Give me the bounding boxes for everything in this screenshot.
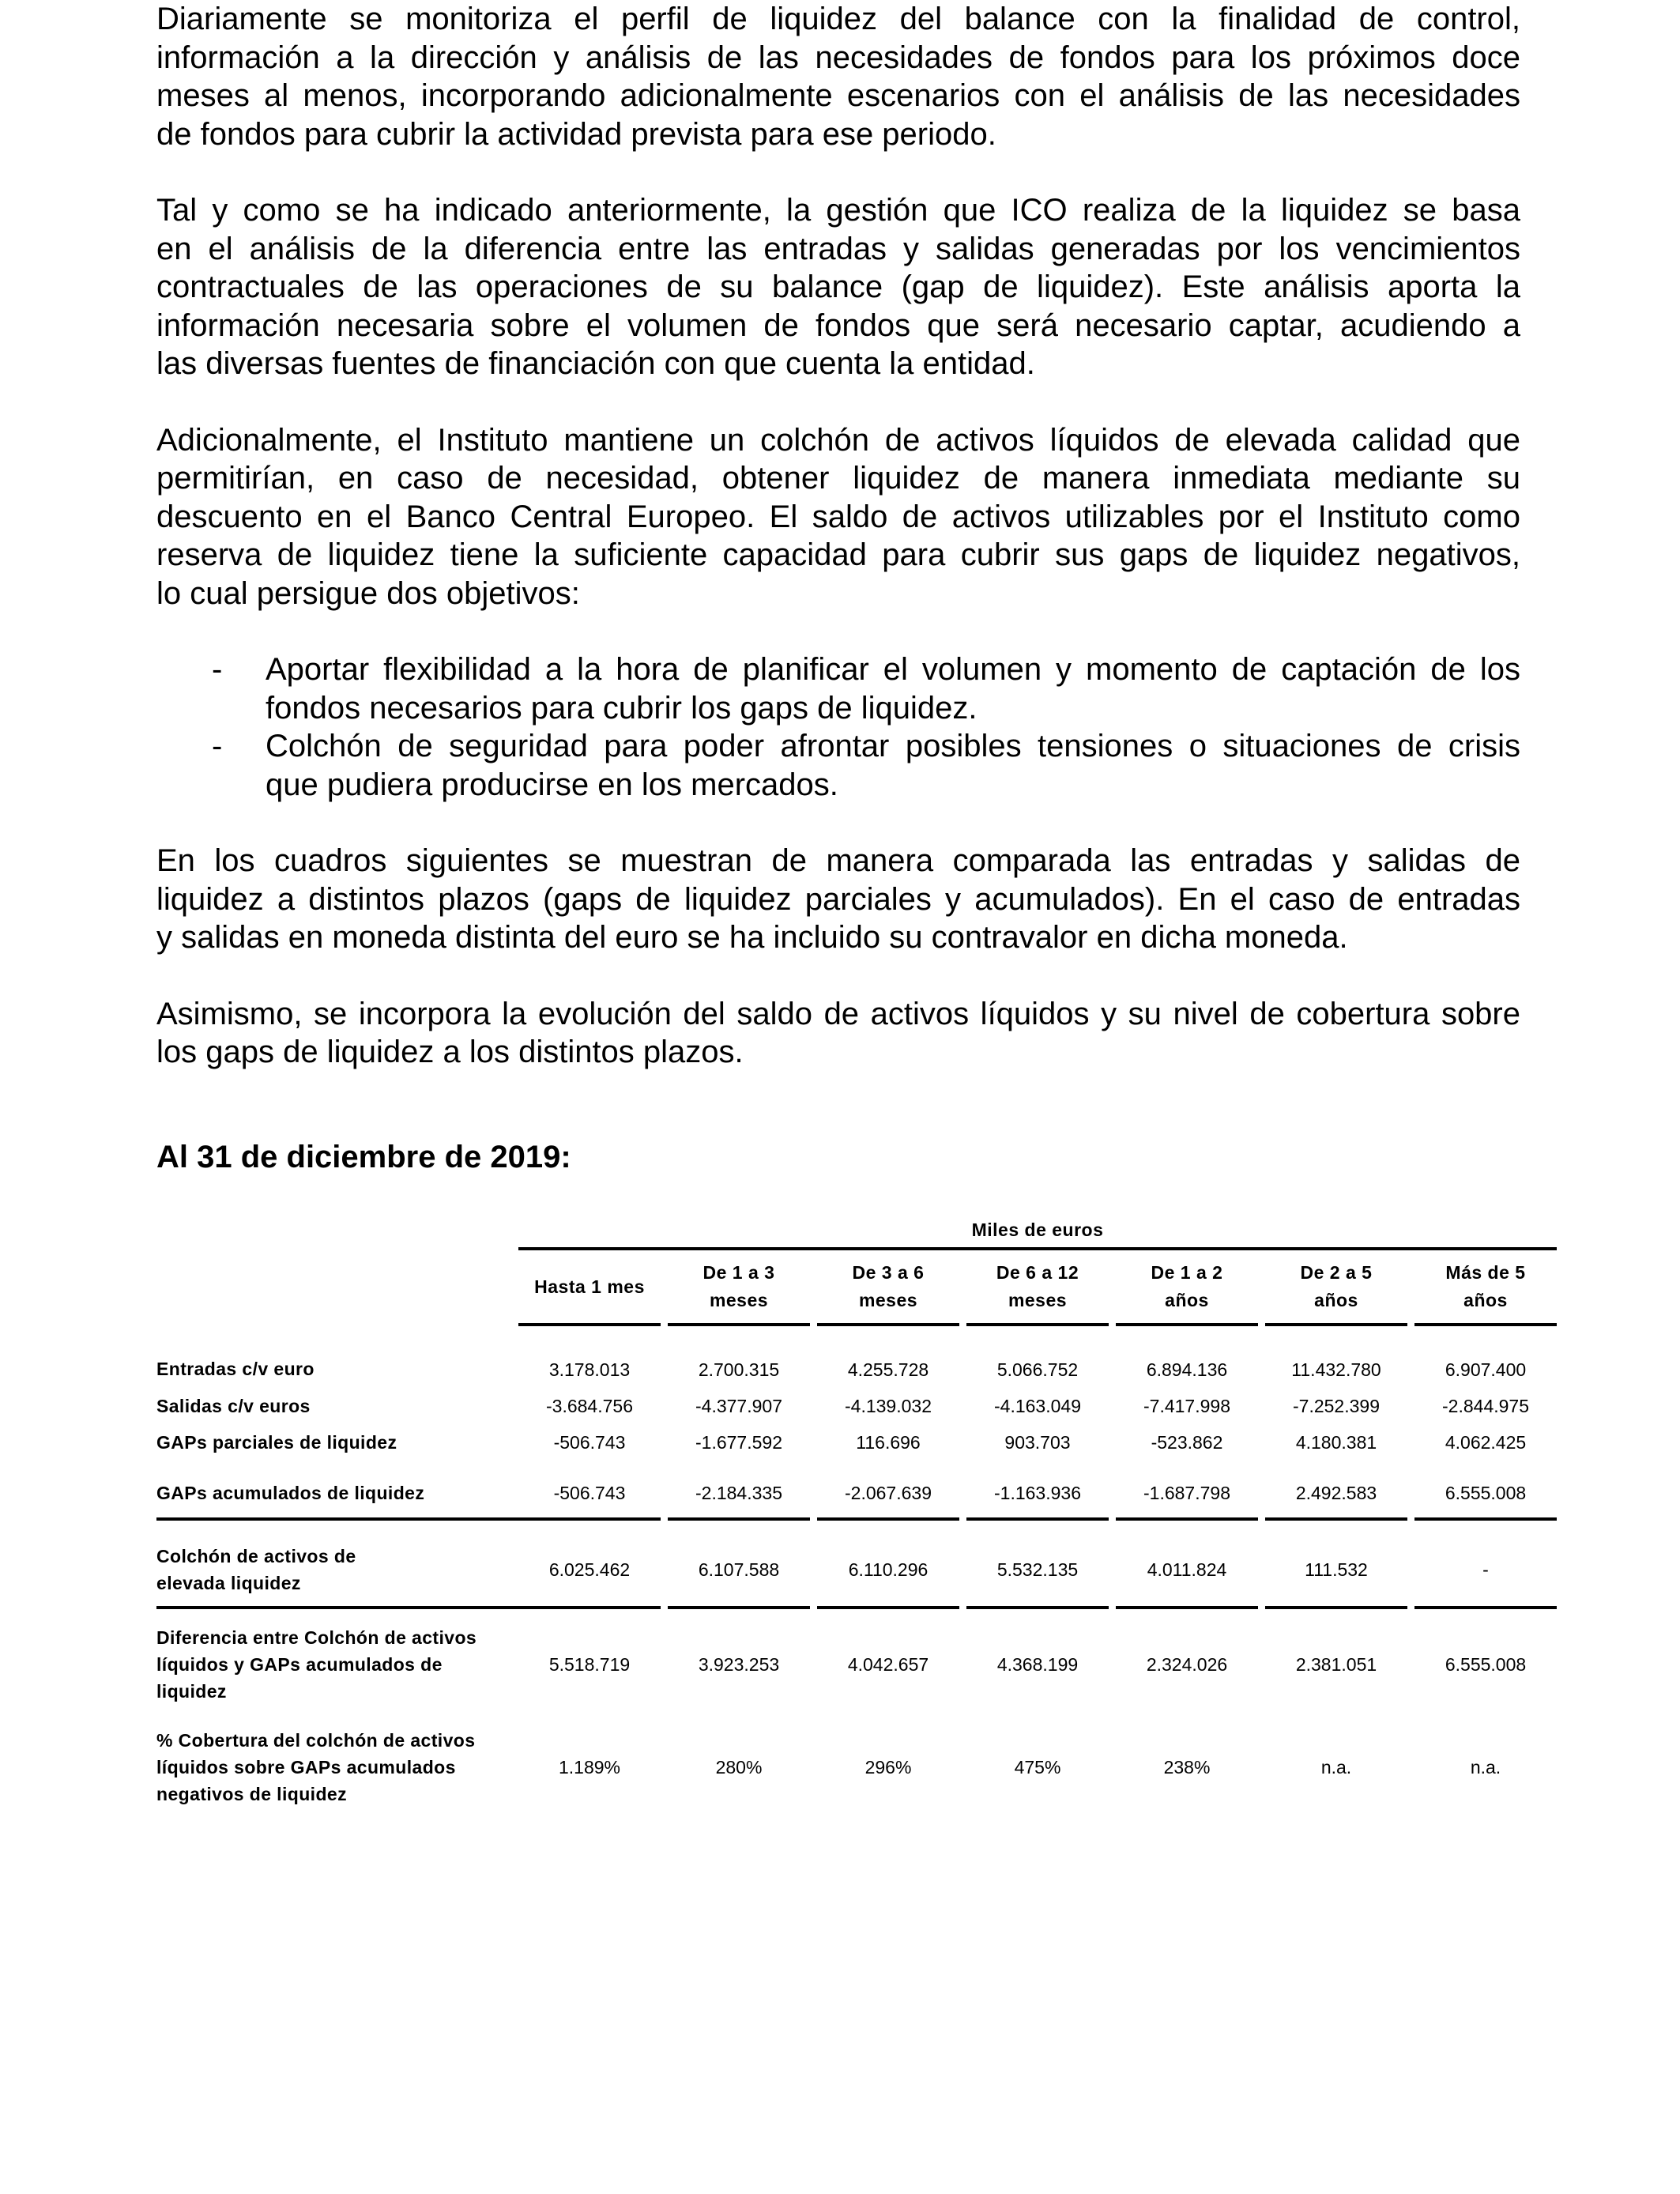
row-label-line: liquidez	[156, 1681, 227, 1702]
line: En los cuadros siguientes se muestran de manera comparada las entradas y salidas de	[156, 843, 1520, 878]
column-header-line: meses	[709, 1290, 769, 1310]
table-cell: -506.743	[553, 1431, 626, 1453]
table-cell: 11.432.780	[1291, 1359, 1381, 1380]
column-header	[1116, 1249, 1258, 1325]
table-cell: -506.743	[518, 1461, 661, 1519]
table-row	[156, 1325, 1557, 1388]
table-cell: -2.067.639	[817, 1461, 959, 1519]
header-row	[156, 1249, 1557, 1325]
table-cell: -7.417.998	[1143, 1395, 1230, 1416]
row-label-line: GAPs parciales de liquidez	[156, 1431, 397, 1453]
liquidity-gap-table	[156, 1212, 1557, 1815]
table-cell: -2.184.335	[668, 1461, 810, 1519]
row-label	[156, 1720, 518, 1815]
table-cell: 2.381.051	[1295, 1653, 1377, 1675]
table-cell: -4.139.032	[845, 1395, 932, 1416]
column-header-line: años	[1165, 1290, 1209, 1310]
column-header-line: años	[1314, 1290, 1358, 1310]
line: Adicionalmente, el Instituto mantiene un colchón de activos líquidos de elevada calidad que	[156, 422, 1520, 458]
column-header	[966, 1249, 1109, 1325]
table-cell: -2.844.975	[1442, 1395, 1529, 1416]
table-cell: 280%	[715, 1756, 763, 1777]
row-label	[156, 1461, 518, 1519]
line: liquidez a distintos plazos (gaps de liquidez parciales y acumulados). En el caso de entradas	[156, 881, 1520, 917]
table-row	[156, 1608, 1557, 1720]
line: contractuales de las operaciones de su balance (gap de liquidez). Este análisis aporta la	[156, 270, 1520, 304]
table-cell: 6.894.136	[1146, 1359, 1228, 1380]
row-label-line: Salidas c/v euros	[156, 1395, 311, 1416]
bullet-dash: -	[212, 652, 223, 687]
row-label-line: negativos de liquidez	[156, 1784, 347, 1804]
table-row	[156, 1720, 1557, 1815]
paragraph-4	[156, 842, 1520, 957]
row-label-line: % Cobertura del colchón de activos	[156, 1730, 476, 1751]
line: Tal y como se ha indicado anteriormente, la gestión que ICO realiza de la liquidez se basa	[156, 193, 1520, 228]
line: Diariamente se monitoriza el perfil de liquidez del balance con la finalidad de control,	[156, 2, 1520, 36]
table-cell: -1.163.936	[966, 1461, 1109, 1519]
paragraph-2	[156, 191, 1520, 383]
table-cell: 4.368.199	[996, 1653, 1079, 1675]
table-cell: 4.255.728	[847, 1359, 929, 1380]
row-label	[156, 1424, 518, 1461]
line: lo cual persigue dos objetivos:	[156, 575, 580, 611]
column-header-line: De 1 a 2	[1151, 1262, 1223, 1283]
table-cell: -7.252.399	[1293, 1395, 1380, 1416]
table-cell: -1.687.798	[1116, 1461, 1258, 1519]
table-row	[156, 1388, 1557, 1424]
table-cell: 1.189%	[558, 1756, 620, 1777]
objectives-list	[156, 650, 1520, 804]
table-cell: 4.180.381	[1295, 1431, 1377, 1453]
table-cell: -1.677.592	[695, 1431, 782, 1453]
column-header-line: De 3 a 6	[852, 1262, 925, 1283]
table-cell: -	[1414, 1519, 1557, 1608]
line: en el análisis de la diferencia entre las entradas y salidas generadas por los vencimientos	[156, 231, 1520, 266]
table-cell: 3.923.253	[698, 1653, 780, 1675]
paragraph-1	[156, 0, 1520, 153]
line: las diversas fuentes de financiación con que cuenta la entidad.	[156, 346, 1035, 381]
table-cell: 903.703	[1004, 1431, 1071, 1453]
table-cell: 238%	[1163, 1756, 1211, 1777]
paragraph-5	[156, 995, 1520, 1072]
row-label-line: Diferencia entre Colchón de activos	[156, 1627, 477, 1648]
table-row	[156, 1424, 1557, 1461]
line: reserva de liquidez tiene la suficiente capacidad para cubrir sus gaps de liquidez negativos,	[156, 537, 1520, 572]
table-cell: 111.532	[1265, 1519, 1407, 1608]
line: y salidas en moneda distinta del euro se ha incluido su contravalor en dicha moneda.	[156, 920, 1348, 955]
table-cell: 5.066.752	[996, 1359, 1079, 1380]
table-body	[156, 1212, 1557, 1815]
column-header-line: meses	[858, 1290, 918, 1310]
row-label-line: líquidos y GAPs acumulados de	[156, 1654, 443, 1675]
liquidity-table-wrapper	[156, 1212, 1529, 1815]
line: Aportar flexibilidad a la hora de planificar el volumen y momento de captación de los	[266, 652, 1520, 687]
table-cell: 4.042.657	[847, 1653, 929, 1675]
column-header	[518, 1249, 661, 1325]
line: permitirían, en caso de necesidad, obtener liquidez de manera inmediata mediante su	[156, 461, 1520, 496]
line: Colchón de seguridad para poder afrontar posibles tensiones o situaciones de crisis	[266, 729, 1520, 763]
table-cell: 6.555.008	[1414, 1461, 1557, 1519]
line: meses al menos, incorporando adicionalmente escenarios con el análisis de las necesidades	[156, 78, 1520, 113]
line: fondos necesarios para cubrir los gaps de liquidez.	[266, 690, 977, 726]
table-cell: 4.011.824	[1116, 1519, 1258, 1608]
line: información a la dirección y análisis de las necesidades de fondos para los próximos doce	[156, 40, 1520, 75]
column-header-line: meses	[1008, 1290, 1068, 1310]
row-label-line: Entradas c/v euro	[156, 1358, 315, 1379]
row-label	[156, 1608, 518, 1720]
table-cell: 5.518.719	[548, 1653, 631, 1675]
table-cell: 6.907.400	[1445, 1359, 1527, 1380]
table-cell: 4.062.425	[1445, 1431, 1527, 1453]
column-header-line: De 1 a 3	[703, 1262, 775, 1283]
table-cell: 6.110.296	[817, 1519, 959, 1608]
table-cell: -523.862	[1151, 1431, 1223, 1453]
column-header-line: Hasta 1 mes	[534, 1276, 645, 1297]
paragraph-3	[156, 421, 1520, 613]
column-header	[668, 1249, 810, 1325]
list-item	[156, 650, 1520, 727]
bullet-dash: -	[212, 729, 223, 763]
table-cell: 2.700.315	[698, 1359, 780, 1380]
table-row	[156, 1519, 1557, 1608]
table-cell: 116.696	[856, 1431, 921, 1453]
line: información necesaria sobre el volumen de fondos que será necesario captar, acudiendo a	[156, 307, 1520, 343]
column-header-line: años	[1463, 1290, 1508, 1310]
column-header-line: De 2 a 5	[1300, 1262, 1373, 1283]
column-header-line: De 6 a 12	[996, 1262, 1079, 1283]
column-header-line: Más de 5	[1445, 1262, 1526, 1283]
unit-row	[156, 1212, 1557, 1249]
unit-label: Miles de euros	[518, 1212, 1557, 1249]
table-cell: 6.555.008	[1445, 1653, 1527, 1675]
table-cell: 5.532.135	[966, 1519, 1109, 1608]
table-cell: 3.178.013	[548, 1359, 631, 1380]
row-label	[156, 1325, 518, 1388]
column-header	[1265, 1249, 1407, 1325]
row-label	[156, 1388, 518, 1424]
table-cell: 6.107.588	[668, 1519, 810, 1608]
line: descuento en el Banco Central Europeo. El saldo de activos utilizables por el Instituto como	[156, 499, 1520, 534]
table-cell: 2.324.026	[1146, 1653, 1228, 1675]
table-cell: n.a.	[1320, 1756, 1352, 1777]
table-cell: n.a.	[1470, 1756, 1501, 1777]
column-header	[1414, 1249, 1557, 1325]
table-row	[156, 1461, 1557, 1519]
body-text	[156, 0, 1520, 1110]
row-label-line: GAPs acumulados de liquidez	[156, 1482, 425, 1503]
line: de fondos para cubrir la actividad prevista para ese periodo.	[156, 116, 996, 152]
table-cell: -4.163.049	[994, 1395, 1081, 1416]
row-label-line: Colchón de activos de	[156, 1546, 356, 1566]
table-cell: 6.025.462	[518, 1519, 661, 1608]
row-label-line: elevada liquidez	[156, 1573, 301, 1593]
table-cell: -3.684.756	[546, 1395, 633, 1416]
line: que pudiera producirse en los mercados.	[266, 767, 838, 802]
table-cell: 475%	[1014, 1756, 1061, 1777]
table-cell: -4.377.907	[695, 1395, 782, 1416]
table-cell: 296%	[864, 1756, 912, 1777]
line: Asimismo, se incorpora la evolución del saldo de activos líquidos y su nivel de cobertura sobre	[156, 996, 1520, 1031]
line: los gaps de liquidez a los distintos plazos.	[156, 1035, 744, 1069]
table-cell: 2.492.583	[1265, 1461, 1407, 1519]
list-item	[156, 727, 1520, 804]
row-label-line: líquidos sobre GAPs acumulados	[156, 1757, 456, 1777]
section-title: Al 31 de diciembre de 2019:	[156, 1140, 571, 1174]
row-label	[156, 1519, 518, 1608]
column-header	[817, 1249, 959, 1325]
